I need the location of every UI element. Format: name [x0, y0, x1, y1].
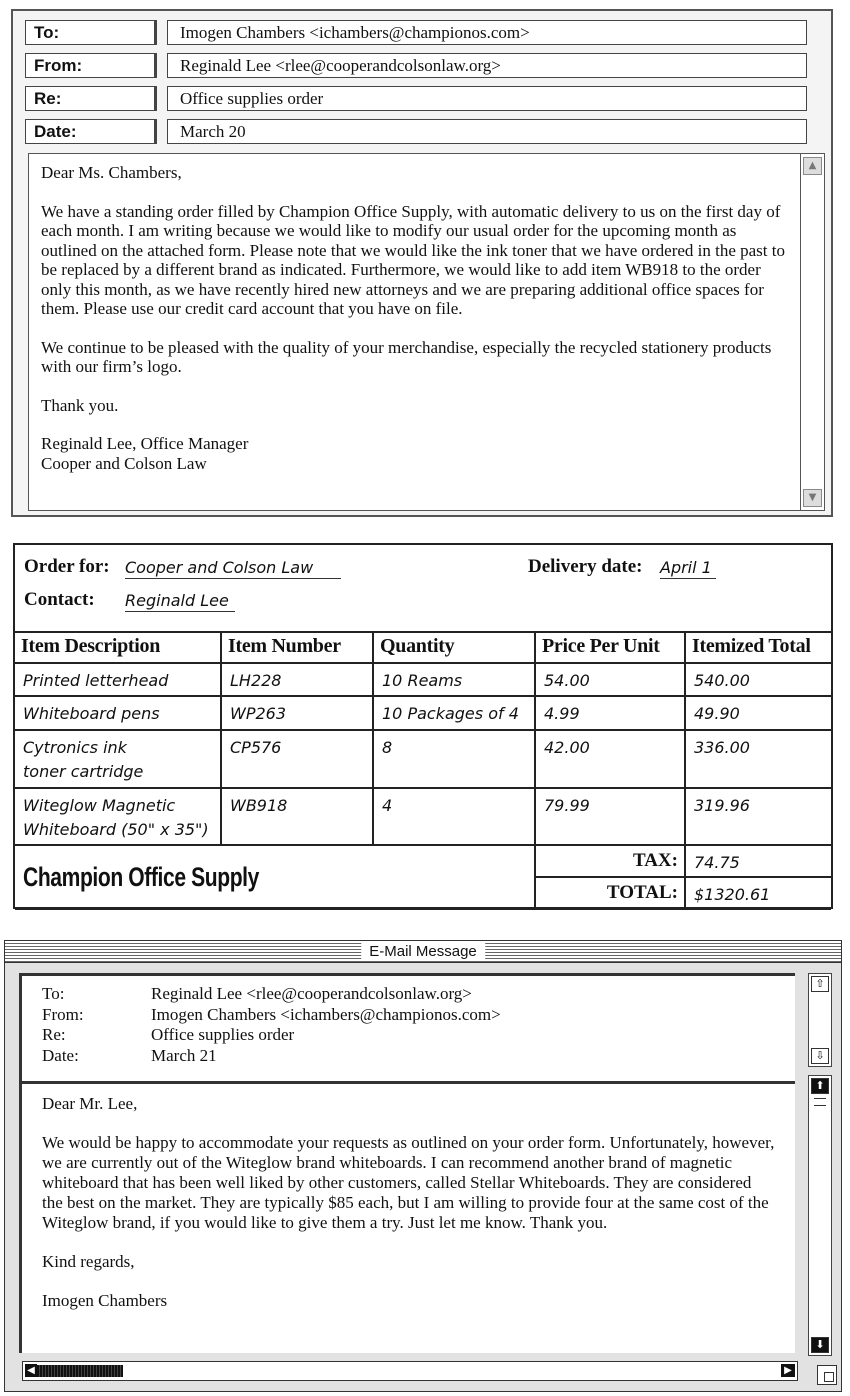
to-field[interactable]: Imogen Chambers <ichambers@championos.com>	[167, 20, 807, 45]
delivery-date-value: April 1	[660, 558, 716, 579]
total-label: TOTAL:	[535, 877, 685, 909]
arrow-left-icon[interactable]: ◀	[25, 1364, 37, 1377]
column-header: Item Number	[221, 632, 373, 663]
item-description-line: Cytronics ink	[23, 738, 127, 757]
item-description-line: Whiteboard (50" x 35")	[23, 820, 209, 839]
window-title: E-Mail Message	[361, 943, 485, 961]
closing: Kind regards,	[42, 1252, 135, 1271]
item-quantity: 8	[373, 730, 535, 788]
subject-field: Office supplies order	[151, 1025, 295, 1044]
arrow-right-icon[interactable]: ▶	[781, 1364, 795, 1377]
contact-value: Reginald Lee	[125, 591, 235, 612]
contact-label: Contact:	[24, 589, 95, 610]
body-paragraph: We would be happy to accommodate your requests as outlined on your order form. Unfortunately, however, we are currently out of the Witeglow brand whiteboards. I can recommend another brand of magnetic whiteboard that has been well liked by other customers, called Stellar Whiteboards. They are considered the best on the market. They are typically $85 each, but I am willing to provide four at the same cost of the Witeglow brand, if you would like to give them a try. Just let me know. Thank you.	[42, 1133, 775, 1232]
item-description-line: toner cartridge	[23, 762, 144, 781]
from-field[interactable]: Reginald Lee <rlee@cooperandcolsonlaw.org>	[167, 53, 807, 78]
item-number: CP576	[221, 730, 373, 788]
signature-company: Cooper and Colson Law	[41, 453, 207, 473]
arrow-down-icon[interactable]: ▼	[803, 489, 822, 507]
email-window-1	[11, 9, 833, 517]
body-scrollbar[interactable]	[808, 1075, 832, 1356]
subject-row	[25, 86, 807, 111]
email-header	[19, 973, 795, 1083]
from-label: From:	[42, 1004, 84, 1024]
date-row	[42, 1046, 775, 1067]
item-quantity: 10 Packages of 4	[373, 696, 535, 730]
order-table	[15, 631, 831, 910]
table-row	[15, 730, 831, 788]
order-form	[13, 543, 833, 909]
arrow-up-icon[interactable]: ▲	[803, 157, 822, 175]
column-header: Price Per Unit	[535, 632, 685, 663]
table-header-row	[15, 632, 831, 663]
to-row	[25, 20, 807, 45]
subject-label: Re:	[42, 1025, 66, 1044]
arrow-down-icon[interactable]: ⇩	[811, 1048, 829, 1064]
tax-value: 74.75	[685, 845, 831, 877]
date-field[interactable]: March 20	[167, 119, 807, 144]
order-for-label: Order for:	[24, 556, 110, 577]
body-paragraph: We have a standing order filled by Champion Office Supply, with automatic delivery to us on the first day of each month. I am writing because we would like to modify our usual order for the upcoming month as outlined on the attached form. Please note that we would like the ink toner that we have ordered in the past to be replaced by a different brand as indicated. Furthermore, we would like to add item WB918 to the order only this month, as we have recently hired new attorneys and we are preparing additional office spaces for them. Please use our credit card account that you have on file.	[41, 201, 785, 318]
item-description	[15, 788, 221, 845]
total-value: $1320.61	[685, 877, 831, 909]
item-description: Whiteboard pens	[15, 696, 221, 730]
item-number: LH228	[221, 663, 373, 696]
to-label: To:	[42, 984, 65, 1003]
greeting: Dear Mr. Lee,	[42, 1094, 138, 1113]
subject-field[interactable]: Office supplies order	[167, 86, 807, 111]
item-total: 336.00	[685, 730, 831, 788]
item-quantity: 4	[373, 788, 535, 845]
table-row	[15, 663, 831, 696]
arrow-up-icon[interactable]: ⇧	[811, 976, 829, 992]
signature-name: Reginald Lee, Office Manager	[41, 434, 249, 453]
to-row	[42, 984, 775, 1005]
brand-name: Champion Office Supply	[23, 861, 259, 892]
column-header: Item Description	[15, 632, 221, 663]
body-paragraph: We continue to be pleased with the quality of your merchandise, especially the recycled stationery products with our firm’s logo.	[41, 337, 772, 376]
subject-label: Re:	[25, 86, 157, 111]
item-description: Printed letterhead	[15, 663, 221, 696]
from-row	[42, 1005, 775, 1026]
item-total: 49.90	[685, 696, 831, 730]
item-description	[15, 730, 221, 788]
from-label: From:	[25, 53, 157, 78]
arrow-up-icon[interactable]: ⬆	[811, 1078, 829, 1094]
column-header: Quantity	[373, 632, 535, 663]
signature-name: Imogen Chambers	[42, 1291, 168, 1310]
horizontal-scrollbar[interactable]	[22, 1361, 798, 1381]
item-price: 54.00	[535, 663, 685, 696]
resize-icon[interactable]	[817, 1365, 837, 1385]
item-description-line: Witeglow Magnetic	[23, 796, 176, 815]
date-label: Date:	[25, 119, 157, 144]
item-price: 4.99	[535, 696, 685, 730]
delivery-date-label: Delivery date:	[528, 556, 643, 577]
item-number: WB918	[221, 788, 373, 845]
item-total: 319.96	[685, 788, 831, 845]
closing: Thank you.	[41, 395, 119, 415]
tax-row	[15, 845, 831, 877]
email-body[interactable]	[19, 1081, 795, 1353]
item-number: WP263	[221, 696, 373, 730]
scroll-thumb[interactable]	[814, 1098, 826, 1106]
to-label: To:	[25, 20, 157, 45]
email-window-2	[4, 940, 842, 1392]
brand-cell	[15, 845, 535, 909]
order-for-value: Cooper and Colson Law	[125, 558, 341, 579]
subject-row	[42, 1025, 775, 1046]
date-label: Date:	[42, 1045, 79, 1065]
table-row	[15, 788, 831, 845]
greeting: Dear Ms. Chambers,	[41, 163, 182, 182]
item-price: 42.00	[535, 730, 685, 788]
item-quantity: 10 Reams	[373, 663, 535, 696]
to-field: Reginald Lee <rlee@cooperandcolsonlaw.org>	[151, 984, 472, 1003]
scroll-thumb[interactable]	[37, 1365, 123, 1377]
email-body[interactable]	[28, 153, 801, 511]
arrow-down-icon[interactable]: ⬇	[811, 1337, 829, 1353]
item-total: 540.00	[685, 663, 831, 696]
scrollbar[interactable]	[801, 153, 825, 511]
tax-label: TAX:	[535, 845, 685, 877]
date-field: March 21	[151, 1045, 217, 1065]
from-row	[25, 53, 807, 78]
title-bar[interactable]	[5, 941, 841, 963]
header-scrollbar[interactable]	[808, 973, 832, 1067]
item-price: 79.99	[535, 788, 685, 845]
table-row	[15, 696, 831, 730]
column-header: Itemized Total	[685, 632, 831, 663]
from-field: Imogen Chambers <ichambers@championos.com>	[151, 1004, 501, 1024]
date-row	[25, 119, 807, 144]
